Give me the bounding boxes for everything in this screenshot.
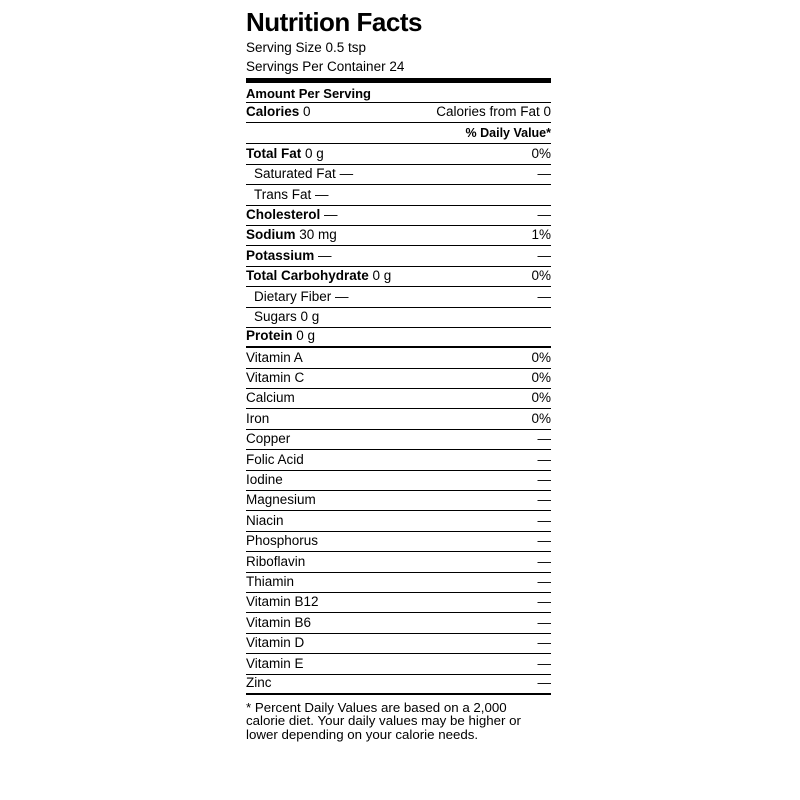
vitamin-row [246, 409, 551, 429]
nutrient-label: Potassium [246, 247, 315, 263]
vitamin-label: Calcium [246, 390, 295, 406]
nutrient-daily-value: 1% [531, 227, 551, 243]
vitamin-row [246, 348, 551, 368]
vitamin-row [246, 573, 551, 593]
vitamin-daily-value: — [537, 451, 551, 467]
vitamin-daily-value: — [537, 635, 551, 651]
vitamin-row [246, 634, 551, 654]
nutrient-row [246, 226, 551, 246]
nutrient-amount: 0 g [300, 308, 320, 324]
nutrient-label: Total Fat [246, 145, 302, 161]
nutrient-row [246, 267, 551, 287]
nutrient-cell [246, 225, 337, 245]
serving-size: Serving Size 0.5 tsp [246, 40, 367, 55]
vitamin-daily-value: — [537, 573, 551, 589]
nutrient-amount: 0 g [305, 145, 324, 161]
nutrient-amount: — [324, 206, 338, 222]
nutrient-amount: — [318, 247, 332, 263]
vitamin-row [246, 491, 551, 511]
vitamin-daily-value: — [537, 431, 551, 447]
vitamin-label: Magnesium [246, 492, 316, 508]
nutrient-row [246, 287, 551, 307]
nutrient-label: Protein [246, 328, 293, 344]
nutrient-cell [246, 246, 332, 266]
nutrient-row [246, 165, 551, 185]
nutrient-label: Trans Fat [254, 186, 312, 202]
nutrient-daily-value: — [537, 206, 551, 222]
vitamin-label: Copper [246, 431, 291, 447]
calories-row [246, 103, 551, 123]
nutrient-label: Dietary Fiber [254, 288, 332, 304]
vitamin-label: Folic Acid [246, 451, 304, 467]
vitamin-row [246, 511, 551, 531]
nutrient-cell [246, 326, 315, 346]
calories-from-fat: Calories from Fat 0 [436, 104, 551, 120]
nutrient-label: Sugars [254, 308, 297, 324]
vitamin-row [246, 369, 551, 389]
calories-label: Calories [246, 104, 300, 120]
calories-cell [246, 102, 311, 122]
nutrient-row [246, 144, 551, 164]
vitamin-daily-value: — [537, 472, 551, 488]
vitamin-label: Zinc [246, 674, 272, 690]
nutrient-cell [246, 287, 349, 307]
vitamin-label: Riboflavin [246, 553, 306, 569]
vitamin-daily-value: 0% [531, 370, 551, 386]
nutrient-daily-value: — [537, 247, 551, 263]
nutrient-row [246, 185, 551, 205]
vitamin-daily-value: — [537, 512, 551, 528]
nutrient-label: Saturated Fat [254, 166, 336, 182]
vitamin-daily-value: — [537, 655, 551, 671]
nutrient-daily-value: — [537, 166, 551, 182]
vitamin-label: Thiamin [246, 573, 295, 589]
vitamin-row [246, 613, 551, 633]
nutrient-list [246, 144, 551, 348]
vitamin-label: Vitamin E [246, 655, 304, 671]
vitamin-label: Vitamin A [246, 349, 303, 365]
vitamin-label: Vitamin B12 [246, 594, 319, 610]
vitamin-list [246, 348, 551, 695]
vitamin-daily-value: 0% [531, 410, 551, 426]
daily-value-header: % Daily Value* [246, 123, 551, 144]
nutrient-daily-value: 0% [531, 268, 551, 284]
nutrient-cell [246, 185, 329, 205]
vitamin-daily-value: 0% [531, 349, 551, 365]
nutrient-amount: — [315, 186, 329, 202]
nutrient-row [246, 246, 551, 266]
vitamin-row [246, 654, 551, 674]
nutrient-amount: 0 g [372, 268, 392, 284]
vitamin-label: Iodine [246, 472, 283, 488]
nutrient-label: Sodium [246, 227, 296, 243]
vitamin-label: Vitamin C [246, 370, 305, 386]
nutrient-amount: — [335, 288, 349, 304]
nutrient-row [246, 308, 551, 328]
vitamin-row [246, 675, 551, 695]
vitamin-label: Iron [246, 410, 270, 426]
nutrition-facts-label [246, 6, 551, 741]
nutrient-amount: 0 g [296, 328, 316, 344]
nutrient-amount: 30 mg [299, 227, 337, 243]
footnote: * Percent Daily Values are based on a 2,000 calorie diet. Your daily values may be higher or lower depending on your calorie needs. [246, 699, 521, 742]
vitamin-daily-value: — [537, 492, 551, 508]
nutrient-label: Total Carbohydrate [246, 268, 369, 284]
vitamin-daily-value: — [537, 553, 551, 569]
nutrient-cell [246, 164, 353, 184]
vitamin-daily-value: — [537, 594, 551, 610]
vitamin-label: Phosphorus [246, 533, 319, 549]
servings-per-container: Servings Per Container 24 [246, 59, 405, 74]
amount-per-serving: Amount Per Serving [246, 83, 551, 103]
nutrient-cell [246, 144, 324, 164]
nutrient-cell [246, 266, 391, 286]
vitamin-row [246, 593, 551, 613]
vitamin-label: Vitamin D [246, 635, 305, 651]
vitamin-row [246, 471, 551, 491]
vitamin-row [246, 450, 551, 470]
label-title: Nutrition Facts [246, 7, 422, 37]
vitamin-daily-value: — [537, 674, 551, 690]
vitamin-row [246, 552, 551, 572]
vitamin-daily-value: — [537, 533, 551, 549]
nutrient-row [246, 206, 551, 226]
vitamin-label: Niacin [246, 512, 284, 528]
vitamin-daily-value: 0% [531, 390, 551, 406]
nutrient-label: Cholesterol [246, 206, 321, 222]
nutrient-cell [246, 205, 338, 225]
calories-value: 0 [303, 104, 311, 120]
vitamin-row [246, 430, 551, 450]
nutrient-row [246, 328, 551, 348]
vitamin-row [246, 532, 551, 552]
nutrient-amount: — [339, 166, 354, 182]
vitamin-row [246, 389, 551, 409]
nutrient-cell [246, 307, 319, 327]
nutrient-daily-value: — [537, 288, 551, 304]
nutrient-daily-value: 0% [531, 145, 551, 161]
vitamin-label: Vitamin B6 [246, 614, 312, 630]
vitamin-daily-value: — [537, 614, 551, 630]
